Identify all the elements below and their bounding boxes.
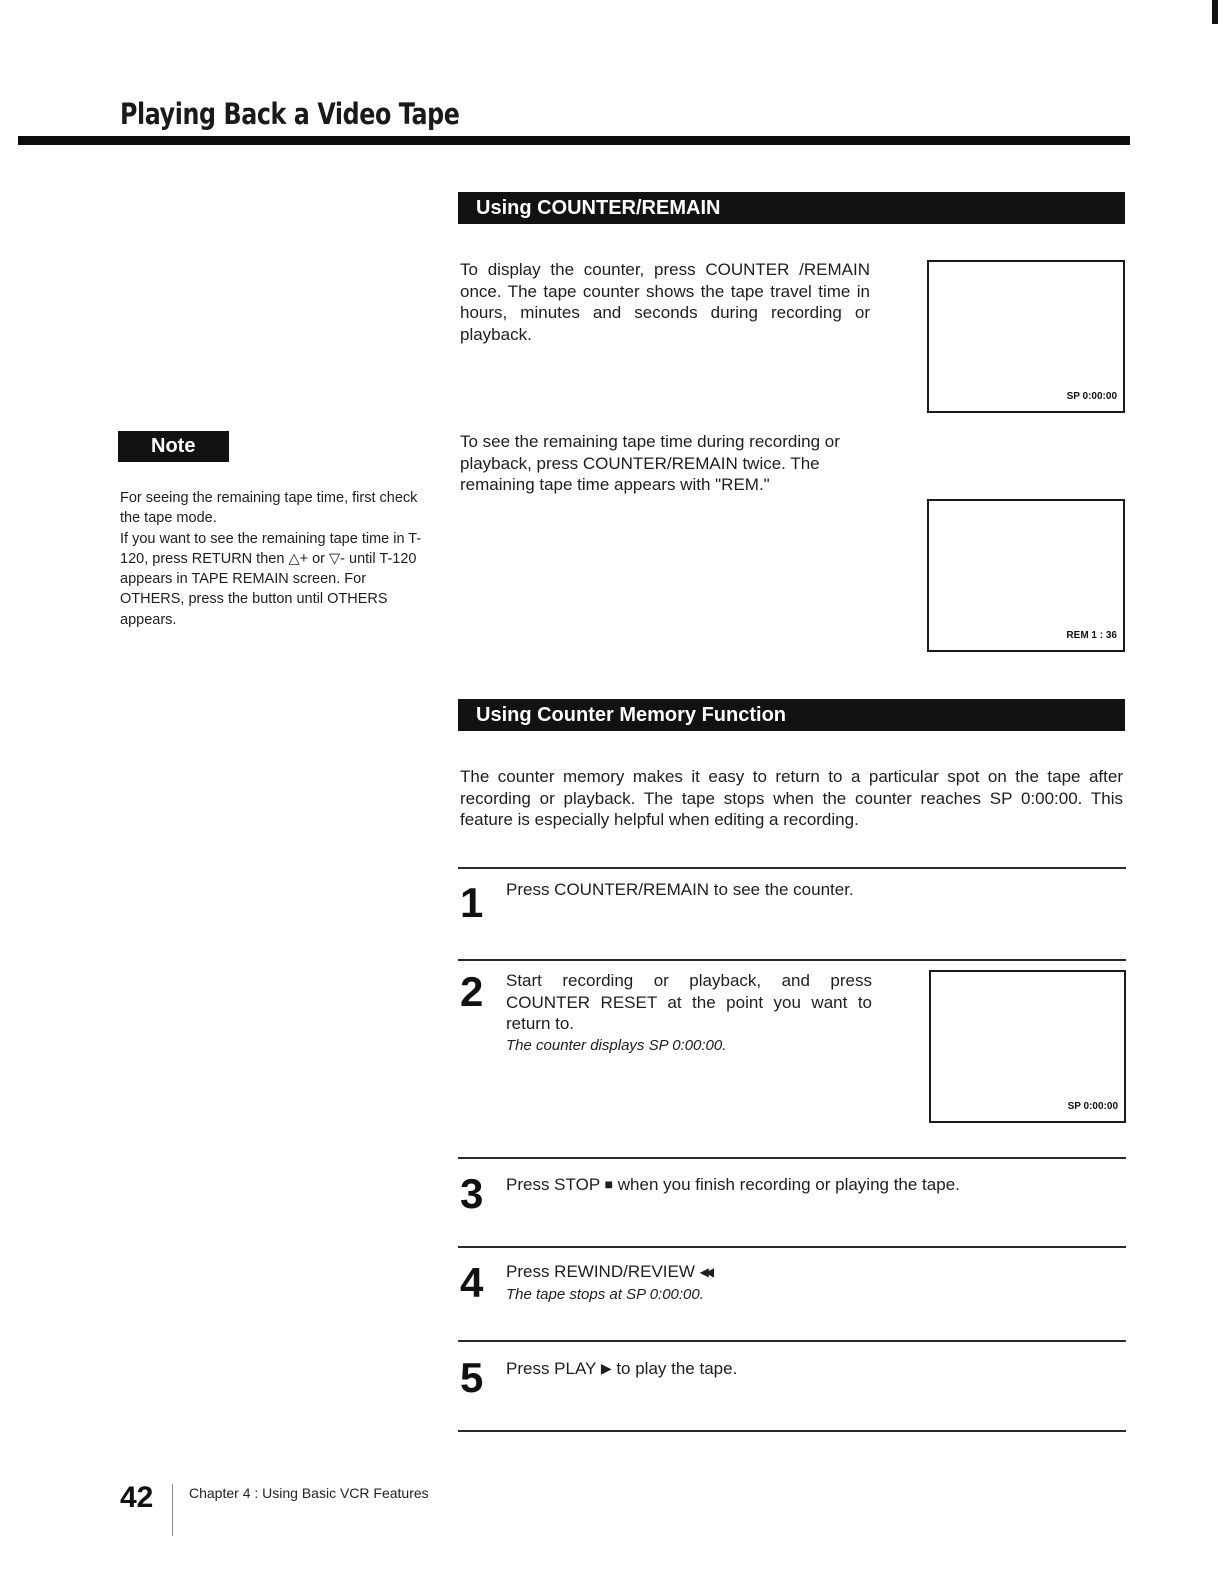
step-2-instruction: Start recording or playback, and press COUNTER RESET at the point you want to return to. <box>506 971 872 1033</box>
footer-divider <box>172 1484 173 1536</box>
step-2-text <box>506 970 872 1056</box>
step-number-1: 1 <box>460 879 484 926</box>
page-number: 42 <box>120 1481 154 1514</box>
counter-display-paragraph: To display the counter, press COUNTER /REMAIN once. The tape counter shows the tape travel time in hours, minutes and seconds during recording or playback. <box>460 260 870 344</box>
step-number-3: 3 <box>460 1170 484 1217</box>
counter-readout: SP 0:00:00 <box>1066 391 1117 402</box>
tv-screen-remain <box>927 499 1125 652</box>
remain-display-paragraph: To see the remaining tape time during recording or playback, press COUNTER/REMAIN twice. The remaining tape time appears with "REM." <box>460 432 840 494</box>
step-divider <box>458 1246 1126 1248</box>
tv-screen-reset <box>929 970 1126 1123</box>
page-title: Playing Back a Video Tape <box>120 97 460 131</box>
step-divider <box>458 959 1126 961</box>
step-4-text <box>506 1261 1106 1305</box>
step-5-text-end: to play the tape. <box>611 1359 738 1378</box>
note-badge: Note <box>118 431 229 462</box>
step-4-text-end: . <box>710 1262 715 1281</box>
step-3-text <box>506 1174 1106 1196</box>
note-line-2-start: If you want to see the remaining tape time in T-120, press RETURN then <box>120 530 422 567</box>
title-rule <box>18 136 1130 145</box>
play-icon: ▶ <box>600 1360 612 1376</box>
section-heading-counter-remain: Using COUNTER/REMAIN <box>458 192 1125 224</box>
step-4-subtext: The tape stops at SP 0:00:00. <box>506 1285 704 1303</box>
rewind-icon: ◀◀ <box>699 1265 711 1279</box>
step-2-subtext: The counter displays SP 0:00:00. <box>506 1036 727 1054</box>
tv-screen-counter <box>927 260 1125 413</box>
chapter-label: Chapter 4 : Using Basic VCR Features <box>189 1485 429 1501</box>
section-heading-counter-memory: Using Counter Memory Function <box>458 699 1125 731</box>
step-number-2: 2 <box>460 968 484 1015</box>
step-divider <box>458 1430 1126 1432</box>
step-5-text-start: Press PLAY <box>506 1359 601 1378</box>
step-divider <box>458 867 1126 869</box>
down-triangle-icon: ▽- <box>329 550 345 567</box>
counter-memory-intro: The counter memory makes it easy to return to a particular spot on the tape after recording or playback. The tape stops when the counter reaches SP 0:00:00. This feature is especially helpful when editing a recording. <box>460 767 1123 829</box>
remain-readout: REM 1 : 36 <box>1066 630 1117 641</box>
step-3-text-end: when you finish recording or playing the tape. <box>613 1175 960 1194</box>
page-edge-mark <box>1212 0 1218 24</box>
note-line-2-end: until T-120 appears in TAPE REMAIN screen. For OTHERS, press the button until OTHERS appears. <box>120 550 417 628</box>
step-4-text-start: Press REWIND/REVIEW <box>506 1262 700 1281</box>
reset-counter-readout: SP 0:00:00 <box>1067 1101 1118 1112</box>
note-line-2-or: or <box>308 550 330 567</box>
note-text <box>120 488 432 630</box>
step-1-text: Press COUNTER/REMAIN to see the counter. <box>506 880 854 899</box>
stop-icon: ■ <box>604 1176 614 1192</box>
step-divider <box>458 1340 1126 1342</box>
step-3-text-start: Press STOP <box>506 1175 605 1194</box>
up-triangle-icon: △+ <box>288 550 309 567</box>
step-5-text <box>506 1358 1106 1380</box>
step-number-5: 5 <box>460 1354 484 1401</box>
step-divider <box>458 1157 1126 1159</box>
note-line-1: For seeing the remaining tape time, first check the tape mode. <box>120 490 418 527</box>
step-number-4: 4 <box>460 1259 484 1306</box>
